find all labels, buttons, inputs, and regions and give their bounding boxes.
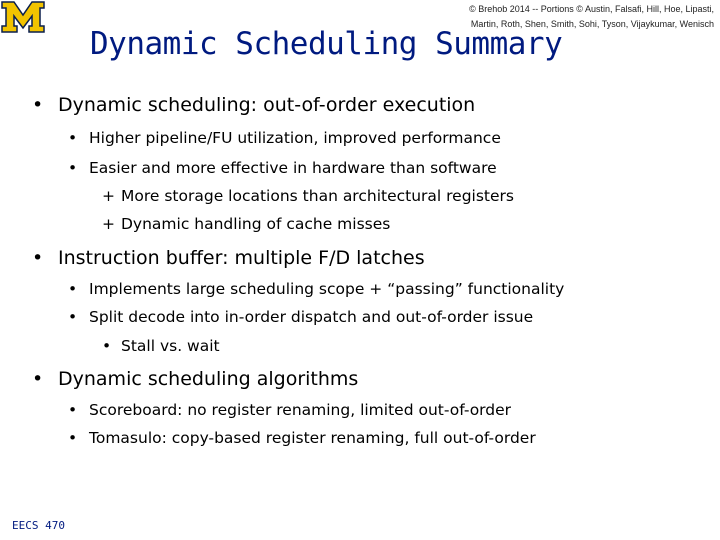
course-footer: EECS 470 <box>12 519 65 532</box>
plus-item <box>102 187 514 205</box>
sub-bullet-text: Higher pipeline/FU utilization, improved performance <box>89 129 501 147</box>
copyright-line-2: Martin, Roth, Shen, Smith, Sohi, Tyson, Vijaykumar, Wenisch <box>470 19 714 29</box>
sub-bullet-item <box>68 129 501 147</box>
sub-bullet-item <box>68 429 536 447</box>
sub-bullet-text: Scoreboard: no register renaming, limited out-of-order <box>89 401 512 419</box>
plus-marker: + <box>102 187 115 205</box>
slide-title: Dynamic Scheduling Summary <box>90 26 563 62</box>
bullet-marker: • <box>102 337 112 355</box>
sub-sub-bullet-item <box>102 337 220 355</box>
bullet-marker: • <box>68 159 78 177</box>
sub-bullet-text: Split decode into in-order dispatch and out-of-order issue <box>89 308 534 326</box>
bullet-marker: • <box>68 280 78 298</box>
sub-bullet-item <box>68 159 497 177</box>
plus-text: More storage locations than architectural registers <box>121 187 514 205</box>
bullet-item <box>32 247 425 269</box>
bullet-text: Instruction buffer: multiple F/D latches <box>58 247 425 269</box>
plus-marker: + <box>102 215 115 233</box>
bullet-marker: • <box>32 368 44 390</box>
sub-bullet-text: Implements large scheduling scope + “passing” functionality <box>89 280 565 298</box>
bullet-marker: • <box>32 94 44 116</box>
bullet-text: Dynamic scheduling algorithms <box>58 368 359 390</box>
sub-bullet-text: Tomasulo: copy-based register renaming, full out-of-order <box>89 429 536 447</box>
copyright-line-1: © Brehob 2014 -- Portions © Austin, Falsafi, Hill, Hoe, Lipasti, <box>469 4 714 14</box>
sub-bullet-text: Easier and more effective in hardware than software <box>89 159 497 177</box>
bullet-item <box>32 368 358 390</box>
plus-text: Dynamic handling of cache misses <box>121 215 391 233</box>
bullet-marker: • <box>68 401 78 419</box>
bullet-marker: • <box>68 429 78 447</box>
sub-sub-bullet-text: Stall vs. wait <box>121 337 220 355</box>
bullet-item <box>32 94 475 116</box>
plus-item <box>102 215 390 233</box>
bullet-marker: • <box>68 308 78 326</box>
sub-bullet-item <box>68 401 511 419</box>
bullet-marker: • <box>32 247 44 269</box>
bullet-text: Dynamic scheduling: out-of-order execution <box>58 94 476 116</box>
bullet-marker: • <box>68 129 78 147</box>
sub-bullet-item <box>68 308 533 326</box>
sub-bullet-item <box>68 280 564 298</box>
